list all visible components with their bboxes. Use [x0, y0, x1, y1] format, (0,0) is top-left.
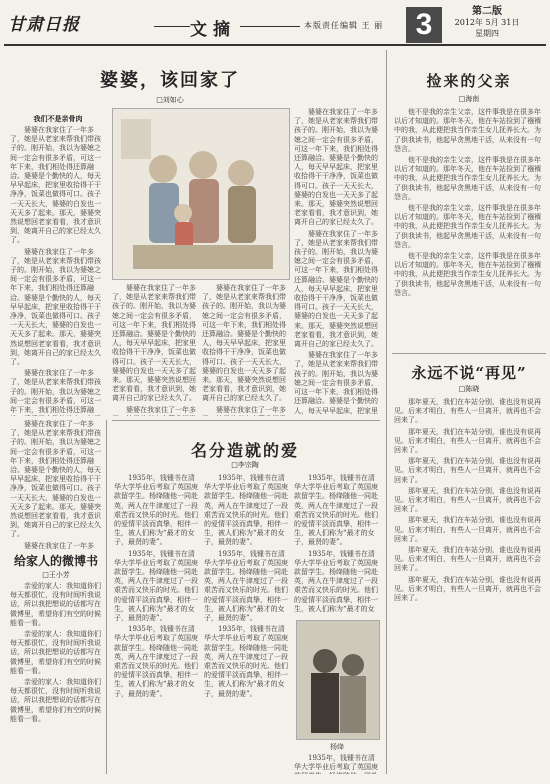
article-paragraph: 他不是我的亲生父亲，这件事我是在很多年以后才知道的。那年冬天，他在车站捡到了襁褓中的我，从此便把我当作亲生女儿抚养长大。为了供我读书，他起早贪黑地干活，从来没有一句怨言。 — [394, 156, 541, 201]
article-body-goodbye — [394, 398, 544, 774]
article-paragraph: 婆婆在我家住了一年多了，她是从老家来帮我们带孩子的。刚开始，我以为婆媳之间一定会有很多矛盾，可这一年下来，我们相处得还算融洽。婆婆是个勤快的人，每天早早起床，把家里收拾得干干净净，饭菜也做得可口。孩子一天天长大，婆婆的白发也一天天多了起来。那天，婆婆突然说想回老家看看，我才意识到，她离开自己的家已经太久了。 — [112, 284, 196, 403]
column-divider — [106, 420, 107, 774]
article-body-left-lower — [10, 420, 102, 550]
article-paragraph: 那年夏天，我们在车站分别，谁也没有说再见。后来才明白，有些人一旦离开，就再也不会回来了。 — [394, 575, 541, 603]
article-paragraph: 婆婆在我家住了一年多了，她是从老家来帮我们带孩子的。刚开始，我以为婆媳之间一定会有很多矛盾，可这一年下来，我们相处得还算融洽。婆婆是个勤快的人，每天早早起床，把家里收拾得干干净净，饭菜也做得可口。孩子一天天长大，婆婆的白发也一天天多了起来。那天，婆婆突然说想回老家看看，我才意识到，她离开自己的家已经太久了。 — [10, 247, 101, 367]
article-paragraph: 1935年，钱锺书在清华大学毕业后考取了英国庚 — [294, 754, 378, 772]
article-body-love-2 — [204, 474, 288, 774]
article-paragraph: 他不是我的亲生父亲，这件事我是在很多年以后才知道的。那年冬天，他在车站捡到了襁褓中的我，从此便把我当作亲生女儿抚养长大。为了供我读书，他起早贪黑地干活，从来没有一句怨言。 — [394, 204, 541, 249]
article-body-father — [394, 108, 544, 348]
photo-caption: 杨绛 — [330, 743, 344, 751]
article-body-left — [10, 126, 106, 416]
article-paragraph: 婆婆在我家住了一年多了，她是从老家来帮我们带孩子的。刚开始，我以为婆媳之间一定会有很多矛盾，可这一年下来，我们相处得还算融洽。婆婆是个勤快的人，每天早早起床，把家里收拾得干干净净，饭菜也做得可口。孩子一天天长大，婆婆的白发也一天天多了起来。那天，婆婆突然说想回老家看看，我才意识到，她离开自己的家已经太久了。 — [294, 229, 378, 349]
article-paragraph: 婆婆在我家住了一年多了，她是从老家来帮我们带孩子的。刚开始，我以为婆媳之间一定会有很多矛盾，可这一年下来，我们相处得还算融 — [10, 369, 101, 415]
article-subhead: 我们不是亲骨肉 — [33, 114, 83, 123]
portrait-photo — [296, 620, 380, 740]
article-body-love-4 — [294, 754, 380, 774]
article-paragraph: 亲爱的家人：我知道你们每天都很忙，没有时间听我说话，所以我把想说的话都写在微博里，希望你们有空的时候能看一看。 — [10, 582, 101, 627]
article-paragraph: 婆婆在我家住了一年多 — [126, 405, 196, 414]
article-paragraph: 1935年，钱锺书在清华大学毕业后考取了英国庚款留学生。杨绛随他一同赴英，两人在牛津度过了一段艰苦而又快乐的时光。他们的爱情平淡而真挚，相伴一生，被人们称为“最才的女子，最贤的妻”。 — [294, 474, 378, 547]
article-paragraph: 那年夏天，我们在车站分别，谁也没有说再见。后来才明白，有些人一旦离开，就再也不会回来了。 — [394, 546, 541, 573]
article-paragraph: 婆婆在我家住了一年多 — [216, 405, 286, 414]
article-title-goodbye: 永远不说“再见” — [411, 364, 527, 382]
article-paragraph: 婆婆在我家住了一年多了，她是从老家来帮我们带孩子的。刚开始，我以为婆媳之间一定会有很多矛盾，可这一年下来，我们相处得还算融洽。婆婆是个勤快的人，每天早早起床，把家里 — [294, 351, 378, 415]
article-paragraph: 1935年，钱锺书在清华大学毕业后考取了英国庚款留学生。杨绛随他一同赴英，两人在牛津度过了一段艰苦而又快乐的时光。他们的爱情平淡而真挚，相伴一生，被人们称为“最才的女子，最贤的妻”。 — [204, 549, 288, 623]
section-title: 文摘 — [190, 20, 236, 40]
article-paragraph: 婆婆在我家住了一年多 — [24, 541, 94, 550]
article-body-mid3 — [294, 108, 380, 416]
article-paragraph: 婆婆在我家住了一年多了，她是从老家来帮我们带孩子的。刚开始，我以为婆媳之间一定会有很多矛盾，可这一年下来，我们相处得还算融洽。婆婆是个勤快的人，每天早早起床，把家里收拾得干干净净，饭菜也做得可口。孩子一天天长大，婆婆的白发也一天天多了起来。那天，婆婆突然说想回老家看看，我才意识到，她离开自己的家已经太久了。 — [294, 108, 378, 227]
editor-credit: 本版责任编辑 王 丽 — [304, 21, 384, 30]
article-paragraph: 1935年，钱锺书在清华大学毕业后考取了英国庚款留学生。杨绛随他一同赴英，两人在牛津度过了一段艰苦而又快乐的时光。他们的爱情平淡而真挚，相伴一生，被人们称为“最才的女子，最贤的妻”。 — [204, 474, 288, 547]
family-illustration — [112, 108, 290, 280]
page-number-box: 3 — [406, 7, 442, 43]
article-body-microblog — [10, 582, 102, 774]
article-title-mother-in-law: 婆婆，该回家了 — [100, 70, 240, 91]
article-paragraph: 1935年，钱锺书在清华大学毕业后考取了英国庚款留学生。杨绛随他一同赴英，两人在牛津度过了一段艰苦而又快乐的时光。他们的爱情平淡而真挚，相伴一生，被人们称为“最才的女子，最贤的妻”。 — [114, 549, 198, 623]
article-byline-microblog: □王小芳 — [42, 571, 70, 579]
article-body-love-3 — [294, 474, 380, 614]
article-paragraph: 1935年，钱锺书在清华大学毕业后考取了英国庚款留学生。杨绛随他一同赴英，两人在牛津度过了一段艰苦而又快乐的时光。他们的爱情平淡而真挚，相伴一生，被人们称为“最才的女 — [294, 549, 378, 613]
article-paragraph: 婆婆在我家住了一年多了，她是从老家来帮我们带孩子的。刚开始，我以为婆媳之间一定会有很多矛盾，可这一年下来，我们相处得还算融洽。婆婆是个勤快的人，每天早早起床，把家里收拾得干干净净，饭菜也做得可口。孩子一天天长大，婆婆的白发也一天天多了起来。那天，婆婆突然说想回老家看看，我才意识到，她离开自己的家已经太久了。 — [10, 126, 101, 245]
article-paragraph: 他不是我的亲生父亲，这件事我是在很多年以后才知道的。那年冬天，他在车站捡到了襁褓中的我，从此便把我当作亲生女儿抚养长大。为了供我读书，他起早贪黑地干活，从来没有一句怨言。 — [394, 252, 541, 297]
page-info — [452, 6, 522, 39]
article-title-love: 名分造就的爱 — [190, 441, 299, 460]
article-divider — [112, 420, 380, 421]
newspaper-logo: 甘肃日报 — [8, 15, 80, 35]
article-byline-father: □海南 — [458, 95, 480, 103]
article-byline-love: □李宗陶 — [231, 461, 259, 469]
article-paragraph: 婆婆在我家住了一年多了，她是从老家来帮我们带孩子的。刚开始，我以为婆媳之间一定会有很多矛盾，可这一年下来，我们相处得还算融洽。婆婆是个勤快的人，每天早早起床，把家里收拾得干干净净，饭菜也做得可口。孩子一天天长大，婆婆的白发也一天天多了起来。那天，婆婆突然说想回老家看看，我才意识到，她离开自己的家已经太久了。 — [10, 420, 101, 539]
section-rule-left — [154, 26, 190, 27]
article-title-microblog: 给家人的微博书 — [13, 554, 98, 568]
article-paragraph: 1935年，钱锺书在清华大学毕业后考取了英国庚款留学生。杨绛随他一同赴英，两人在牛津度过了一段艰苦而又快乐的时光。他们的爱情平淡而真挚，相伴一生，被人们称为“最才的女子，最贤的妻”。 — [114, 625, 198, 698]
article-title-father: 捡来的父亲 — [426, 72, 512, 90]
column-divider — [386, 50, 387, 774]
issue-date: 2012年 5月 31日 — [454, 18, 520, 27]
article-paragraph: 婆婆在我家住了一年多了，她是从老家来帮我们带孩子的。刚开始，我以为婆媳之间一定会有很多矛盾，可这一年下来，我们相处得还算融洽。婆婆是个勤快的人，每天早早起床，把家里收拾得干干净净，饭菜也做得可口。孩子一天天长大，婆婆的白发也一天天多了起来。那天，婆婆突然说想回老家看看，我才意识到，她离开自己的家已经太久了。 — [202, 284, 286, 403]
article-body-mid1 — [112, 284, 196, 416]
article-paragraph: 那年夏天，我们在车站分别，谁也没有说再见。后来才明白，有些人一旦离开，就再也不会回来了。 — [394, 457, 541, 484]
article-paragraph: 那年夏天，我们在车站分别，谁也没有说再见。后来才明白，有些人一旦离开，就再也不会回来了。 — [394, 398, 541, 425]
article-paragraph: 1935年，钱锺书在清华大学毕业后考取了英国庚款留学生。杨绛随他一同赴英，两人在牛津度过了一段艰苦而又快乐的时光。他们的爱情平淡而真挚，相伴一生，被人们称为“最才的女子，最贤的妻”。 — [204, 625, 288, 698]
issue-weekday: 星期四 — [475, 29, 499, 38]
section-rule-right — [240, 26, 300, 27]
article-byline-goodbye: □陈晓 — [458, 385, 480, 393]
article-body-mid2 — [202, 284, 288, 416]
article-byline-mother-in-law: □刘如心 — [156, 96, 184, 104]
article-body-love-1 — [114, 474, 198, 774]
edition-label: 第二版 — [472, 6, 502, 17]
article-paragraph: 那年夏天，我们在车站分别，谁也没有说再见。后来才明白，有些人一旦离开，就再也不会回来了。 — [394, 427, 541, 455]
masthead — [4, 4, 546, 46]
article-paragraph: 1935年，钱锺书在清华大学毕业后考取了英国庚款留学生。杨绛随他一同赴英，两人在牛津度过了一段艰苦而又快乐的时光。他们的爱情平淡而真挚，相伴一生，被人们称为“最才的女子，最贤的妻”。 — [114, 474, 198, 547]
article-paragraph: 亲爱的家人：我知道你们每天都很忙，没有时间听我说话，所以我把想说的话都写在微博里，希望你们有空的时候能看一看。 — [10, 678, 101, 723]
article-paragraph: 那年夏天，我们在车站分别，谁也没有说再见。后来才明白，有些人一旦离开，就再也不会回来了。 — [394, 516, 541, 543]
article-paragraph: 他不是我的亲生父亲，这件事我是在很多年以后才知道的。那年冬天，他在车站捡到了襁褓中的我，从此便把我当作亲生女儿抚养长大。为了供我读书，他起早贪黑地干活，从来没有一句怨言。 — [394, 108, 541, 153]
article-paragraph: 那年夏天，我们在车站分别，谁也没有说再见。后来才明白，有些人一旦离开，就再也不会回来了。 — [394, 486, 541, 514]
article-paragraph: 亲爱的家人：我知道你们每天都很忙，没有时间听我说话，所以我把想说的话都写在微博里，希望你们有空的时候能看一看。 — [10, 630, 101, 675]
article-divider — [392, 353, 546, 354]
